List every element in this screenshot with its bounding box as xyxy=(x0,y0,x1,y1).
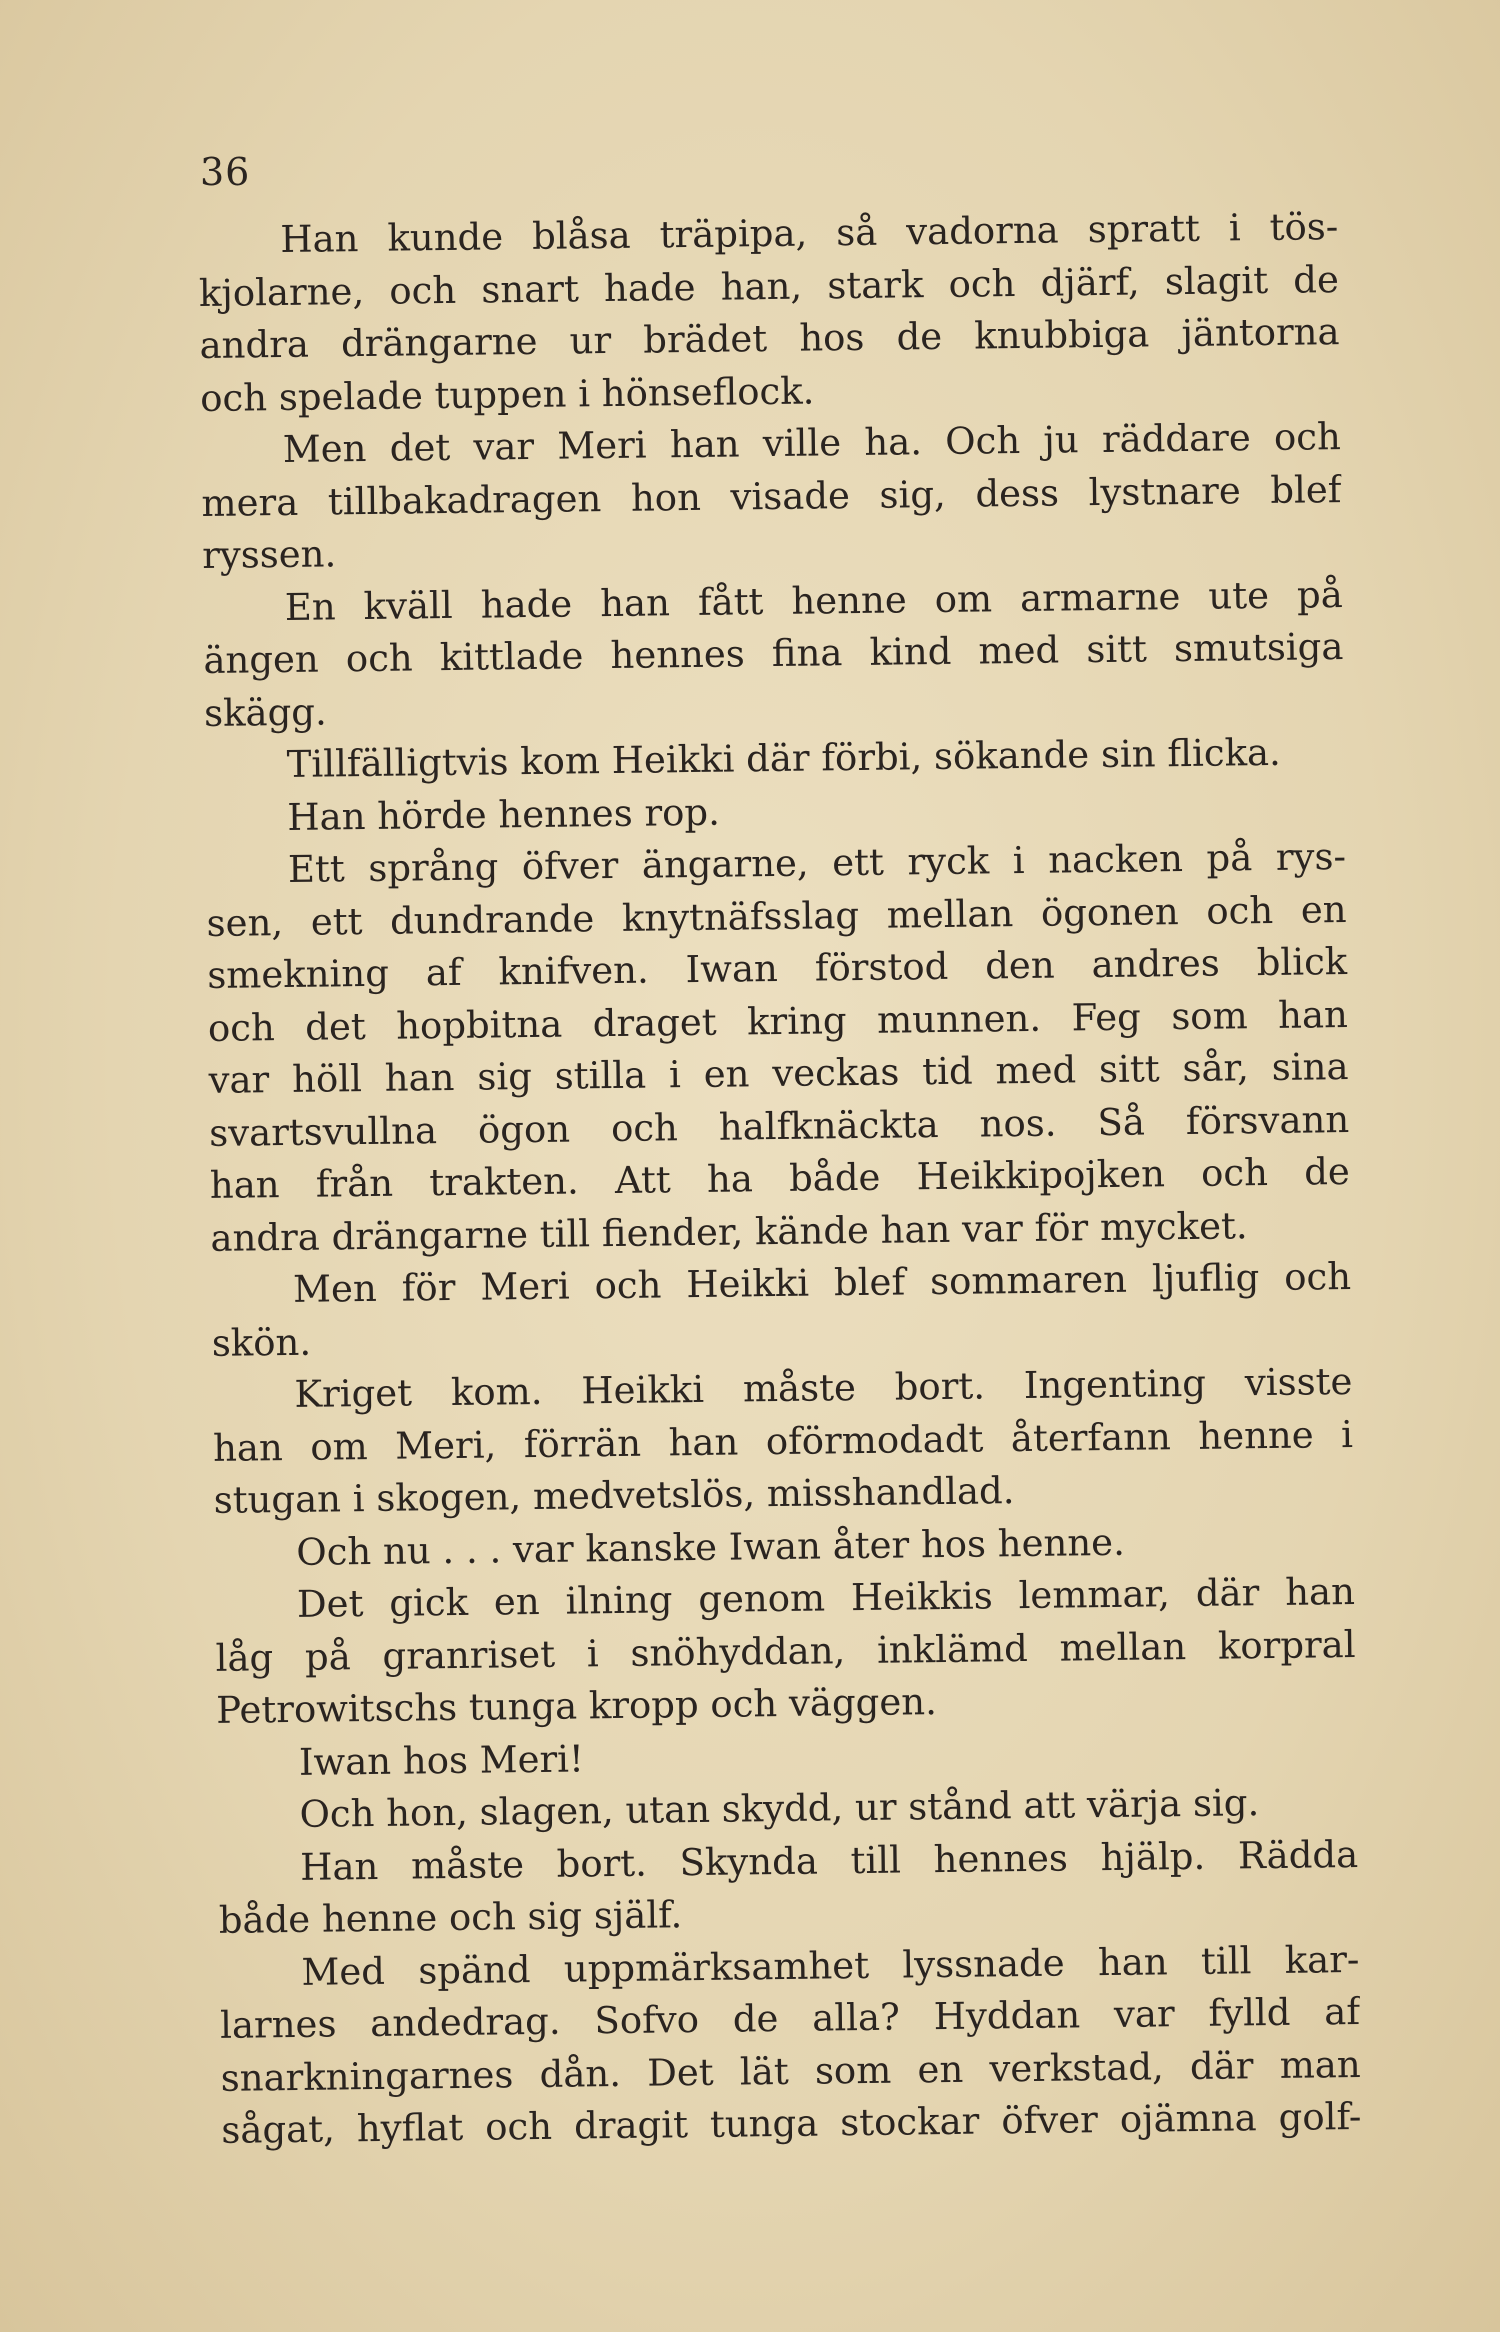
text-line: Men för Meri och Heikki blef sommaren ljuflig och xyxy=(292,1254,1352,1311)
text-line: han om Meri, förrän han oförmodadt återfann henne i xyxy=(212,1412,1354,1470)
text-line: och det hopbitna draget kring munnen. Feg som han xyxy=(207,992,1349,1050)
text-line: och spelade tuppen i hönseflock. xyxy=(199,368,815,420)
text-line: Iwan hos Meri! xyxy=(298,1736,585,1784)
text-line: ryssen. xyxy=(201,532,337,577)
page-number: 36 xyxy=(200,150,251,194)
text-line: smekning af knifven. Iwan förstod den andres blick xyxy=(207,940,1348,997)
text-line: stugan i skogen, medvetslös, misshandlad. xyxy=(213,1469,1015,1522)
text-line: Det gick en ilning genom Heikkis lemmar, där han xyxy=(296,1569,1356,1626)
text-line: var höll han sig stilla i en veckas tid med sitt sår, sina xyxy=(208,1045,1349,1102)
text-line: Med spänd uppmärksamhet lyssnade han till kar- xyxy=(301,1937,1360,1994)
body-text xyxy=(198,201,1362,2157)
text-line: både henne och sig själf. xyxy=(218,1893,683,1942)
text-line: Tillfälligtvis kom Heikki där förbi, sökande sin flicka. xyxy=(286,730,1282,786)
text-line: Han måste bort. Skynda till hennes hjälp. Rädda xyxy=(299,1832,1359,1889)
text-line: svartsvullna ögon och halfknäckta nos. Så försvann xyxy=(208,1097,1350,1155)
text-line: låg på granriset i snöhyddan, inklämd mellan korpral xyxy=(215,1622,1356,1680)
text-line: Och nu . . . var kanske Iwan åter hos henne. xyxy=(296,1520,1126,1574)
text-line: sen, ett dundrande knytnäfsslag mellan ögonen och en xyxy=(206,887,1347,945)
text-line: En kväll hade han fått henne om armarne ute på xyxy=(284,572,1343,629)
text-line: han från trakten. Att ha både Heikkipojken och de xyxy=(209,1150,1351,1207)
text-line: Kriget kom. Heikki måste bort. Ingenting visste xyxy=(294,1359,1353,1416)
text-line: snarkningarnes dån. Det lät som en verkstad, där man xyxy=(220,2042,1361,2100)
text-line: Ett språng öfver ängarne, ett ryck i nacken på rys- xyxy=(287,835,1347,891)
text-line: mera tillbakadragen hon visade sig, dess lystnare blef xyxy=(201,467,1342,525)
text-line: andra drängarne ur brädet hos de knubbiga jäntorna xyxy=(199,310,1340,367)
text-line: ängen och kittlade hennes fina kind med sitt smutsiga xyxy=(203,625,1344,682)
text-line: Men det var Meri han ville ha. Och ju räddare och xyxy=(282,415,1342,471)
text-line: larnes andedrag. Sofvo de alla? Hyddan var fylld af xyxy=(219,1989,1361,2047)
text-line: kjolarne, och snart hade han, stark och djärf, slagit de xyxy=(198,257,1340,315)
text-line: Och hon, slagen, utan skydd, ur stånd att värja sig. xyxy=(299,1781,1260,1836)
text-line: andra drängarne till fiender, kände han var för mycket. xyxy=(210,1203,1248,1260)
text-line: Han hörde hennes rop. xyxy=(287,790,721,839)
text-line: Han kunde blåsa träpipa, så vadorna spratt i tös- xyxy=(280,205,1339,261)
text-line: skägg. xyxy=(203,689,327,735)
text-line: sågat, hyflat och dragit tunga stockar öfver ojämna golf- xyxy=(221,2094,1362,2152)
text-line: skön. xyxy=(211,1320,312,1365)
text-line: Petrowitschs tunga kropp och väggen. xyxy=(216,1680,938,1732)
